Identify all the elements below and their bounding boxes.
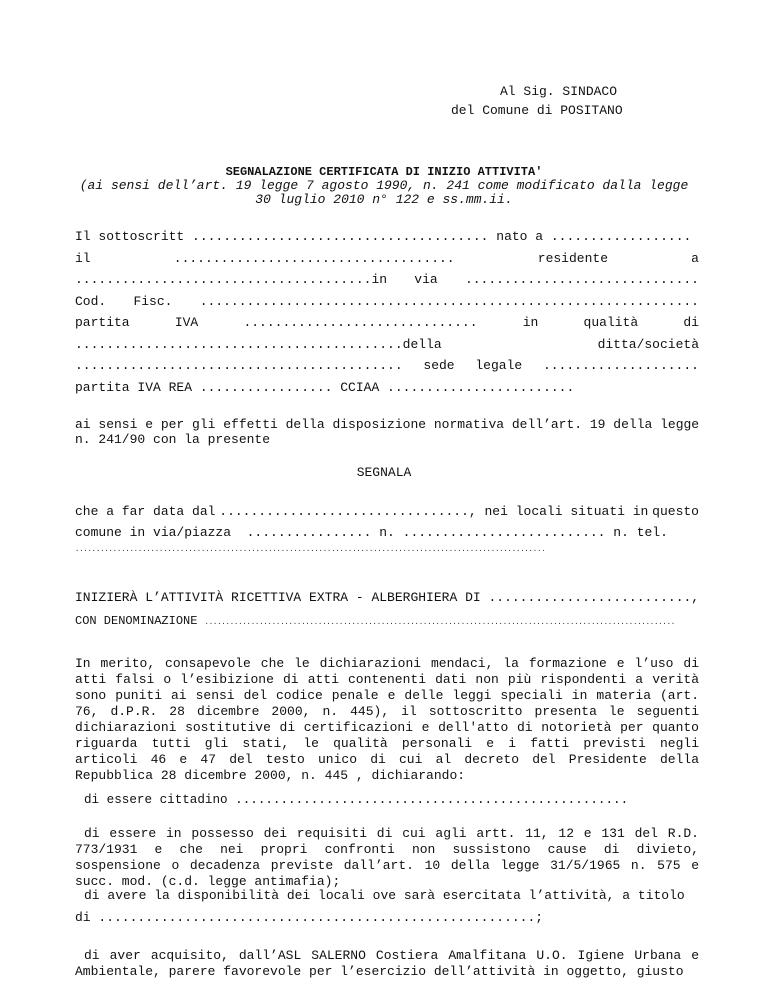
location-line-3: ................................................................................................................ bbox=[75, 546, 546, 554]
location-line-2: comune in via/piazza ................ n. .......................... n. tel. bbox=[75, 525, 668, 540]
form-dots: .............................. bbox=[464, 272, 699, 287]
form-line-seat bbox=[75, 358, 699, 374]
document-subtitle-2: 30 luglio 2010 n° 122 e ss.mm.ii. bbox=[255, 192, 513, 207]
form-dots: ..........................................della bbox=[75, 337, 442, 352]
form-line-address bbox=[75, 272, 699, 288]
item-locali-1: di avere la disponibilità dei locali ove sarà esercitata l’attività, a titolo bbox=[84, 888, 685, 903]
form-text: via bbox=[414, 272, 438, 287]
item-requisiti: di essere in possesso dei requisiti di cui agli artt. 11, 12 e 131 del R.D. 773/1931 e che nei propri confronti non sussistono cause di divieto, sospensione o decadenza previste dall’art. 10 della legge 31/5/1965 n. 575 e succ. mod. (c.d. legge antimafia); bbox=[75, 826, 699, 889]
location-text: ................................, nei locali situati in bbox=[219, 504, 649, 519]
form-dots: ......................................in bbox=[75, 272, 388, 287]
form-text: a bbox=[691, 251, 699, 266]
location-text: che a far data dal bbox=[75, 504, 216, 519]
item-asl: di aver acquisito, dall’ASL SALERNO Costiera Amalfitana U.O. Igiene Urbana e Ambientale, parere favorevole per l’esercizio dell’attività in oggetto, giusto bbox=[75, 948, 699, 979]
form-line-rea: partita IVA REA ................. CCIAA ........................ bbox=[75, 380, 575, 395]
recipient-line-1: Al Sig. SINDACO bbox=[500, 84, 618, 99]
form-text: il bbox=[75, 251, 91, 266]
form-text: IVA bbox=[174, 315, 199, 330]
activity-label: CON DENOMINAZIONE bbox=[75, 614, 205, 628]
form-text: legale bbox=[475, 358, 523, 373]
form-text: Fisc. bbox=[133, 294, 173, 309]
form-text: Cod. bbox=[75, 294, 107, 309]
document-subtitle-1: (ai sensi dell’art. 19 legge 7 agosto 1990, n. 241 come modificato dalla legge bbox=[79, 178, 689, 193]
form-line-birth bbox=[75, 251, 699, 267]
location-line-1 bbox=[75, 504, 699, 520]
activity-line-1: INIZIERÀ L’ATTIVITÀ RICETTIVA EXTRA - ALBERGHIERA DI .........................., bbox=[75, 590, 700, 605]
intro-line-2: n. 241/90 con la presente bbox=[75, 432, 271, 447]
recipient-line-2: del Comune di POSITANO bbox=[451, 103, 623, 118]
form-line-company bbox=[75, 337, 699, 353]
activity-line-2 bbox=[75, 613, 675, 631]
form-line-tax-code bbox=[75, 294, 699, 310]
form-line-name: Il sottoscritt ...................................... nato a .................. bbox=[75, 229, 692, 244]
form-text: di bbox=[683, 315, 699, 330]
activity-dots: ................................................................................................................ bbox=[204, 619, 676, 627]
declaration-paragraph: In merito, consapevole che le dichiarazioni mendaci, la formazione e l’uso di atti falsi o l’esibizione di atti contenenti dati non più rispondenti a verità sono puniti ai sensi del codice penale e delle leggi speciali in materia (art. 76, d.P.R. 28 dicembre 2000, n. 445), il sottoscritto presenta le seguenti dichiarazioni sostitutive di certificazioni e dell'atto di notorietà per quanto riguarda tutti gli stati, le qualità personali e i fatti previsti negli articoli 46 e 47 del testo unico di cui al decreto del Presidente della Repubblica 28 dicembre 2000, n. 445 , dichiarando: bbox=[75, 656, 699, 783]
form-line-vat bbox=[75, 315, 699, 331]
form-dots: .................................... bbox=[173, 251, 455, 266]
item-locali-2: di ........................................................; bbox=[75, 910, 544, 925]
item-cittadino: di essere cittadino .................................................... bbox=[84, 793, 629, 807]
form-text: in bbox=[522, 315, 539, 330]
form-text: sede bbox=[423, 358, 455, 373]
intro-line-1: ai sensi e per gli effetti della disposizione normativa dell’art. 19 della legge bbox=[75, 417, 700, 432]
form-text: partita bbox=[75, 315, 130, 330]
document-title: SEGNALAZIONE CERTIFICATA DI INIZIO ATTIVITA' bbox=[225, 165, 543, 179]
form-dots: .............................. bbox=[243, 315, 478, 330]
location-text: questo bbox=[652, 504, 699, 519]
form-text: ditta/società bbox=[597, 337, 699, 352]
segnala-heading: SEGNALA bbox=[356, 465, 412, 480]
form-text: residente bbox=[537, 251, 608, 266]
form-dots: ................................................................ bbox=[199, 294, 699, 309]
form-dots: .......................................... bbox=[75, 358, 403, 373]
form-text: qualità bbox=[583, 315, 639, 330]
form-dots: .................... bbox=[542, 358, 699, 373]
